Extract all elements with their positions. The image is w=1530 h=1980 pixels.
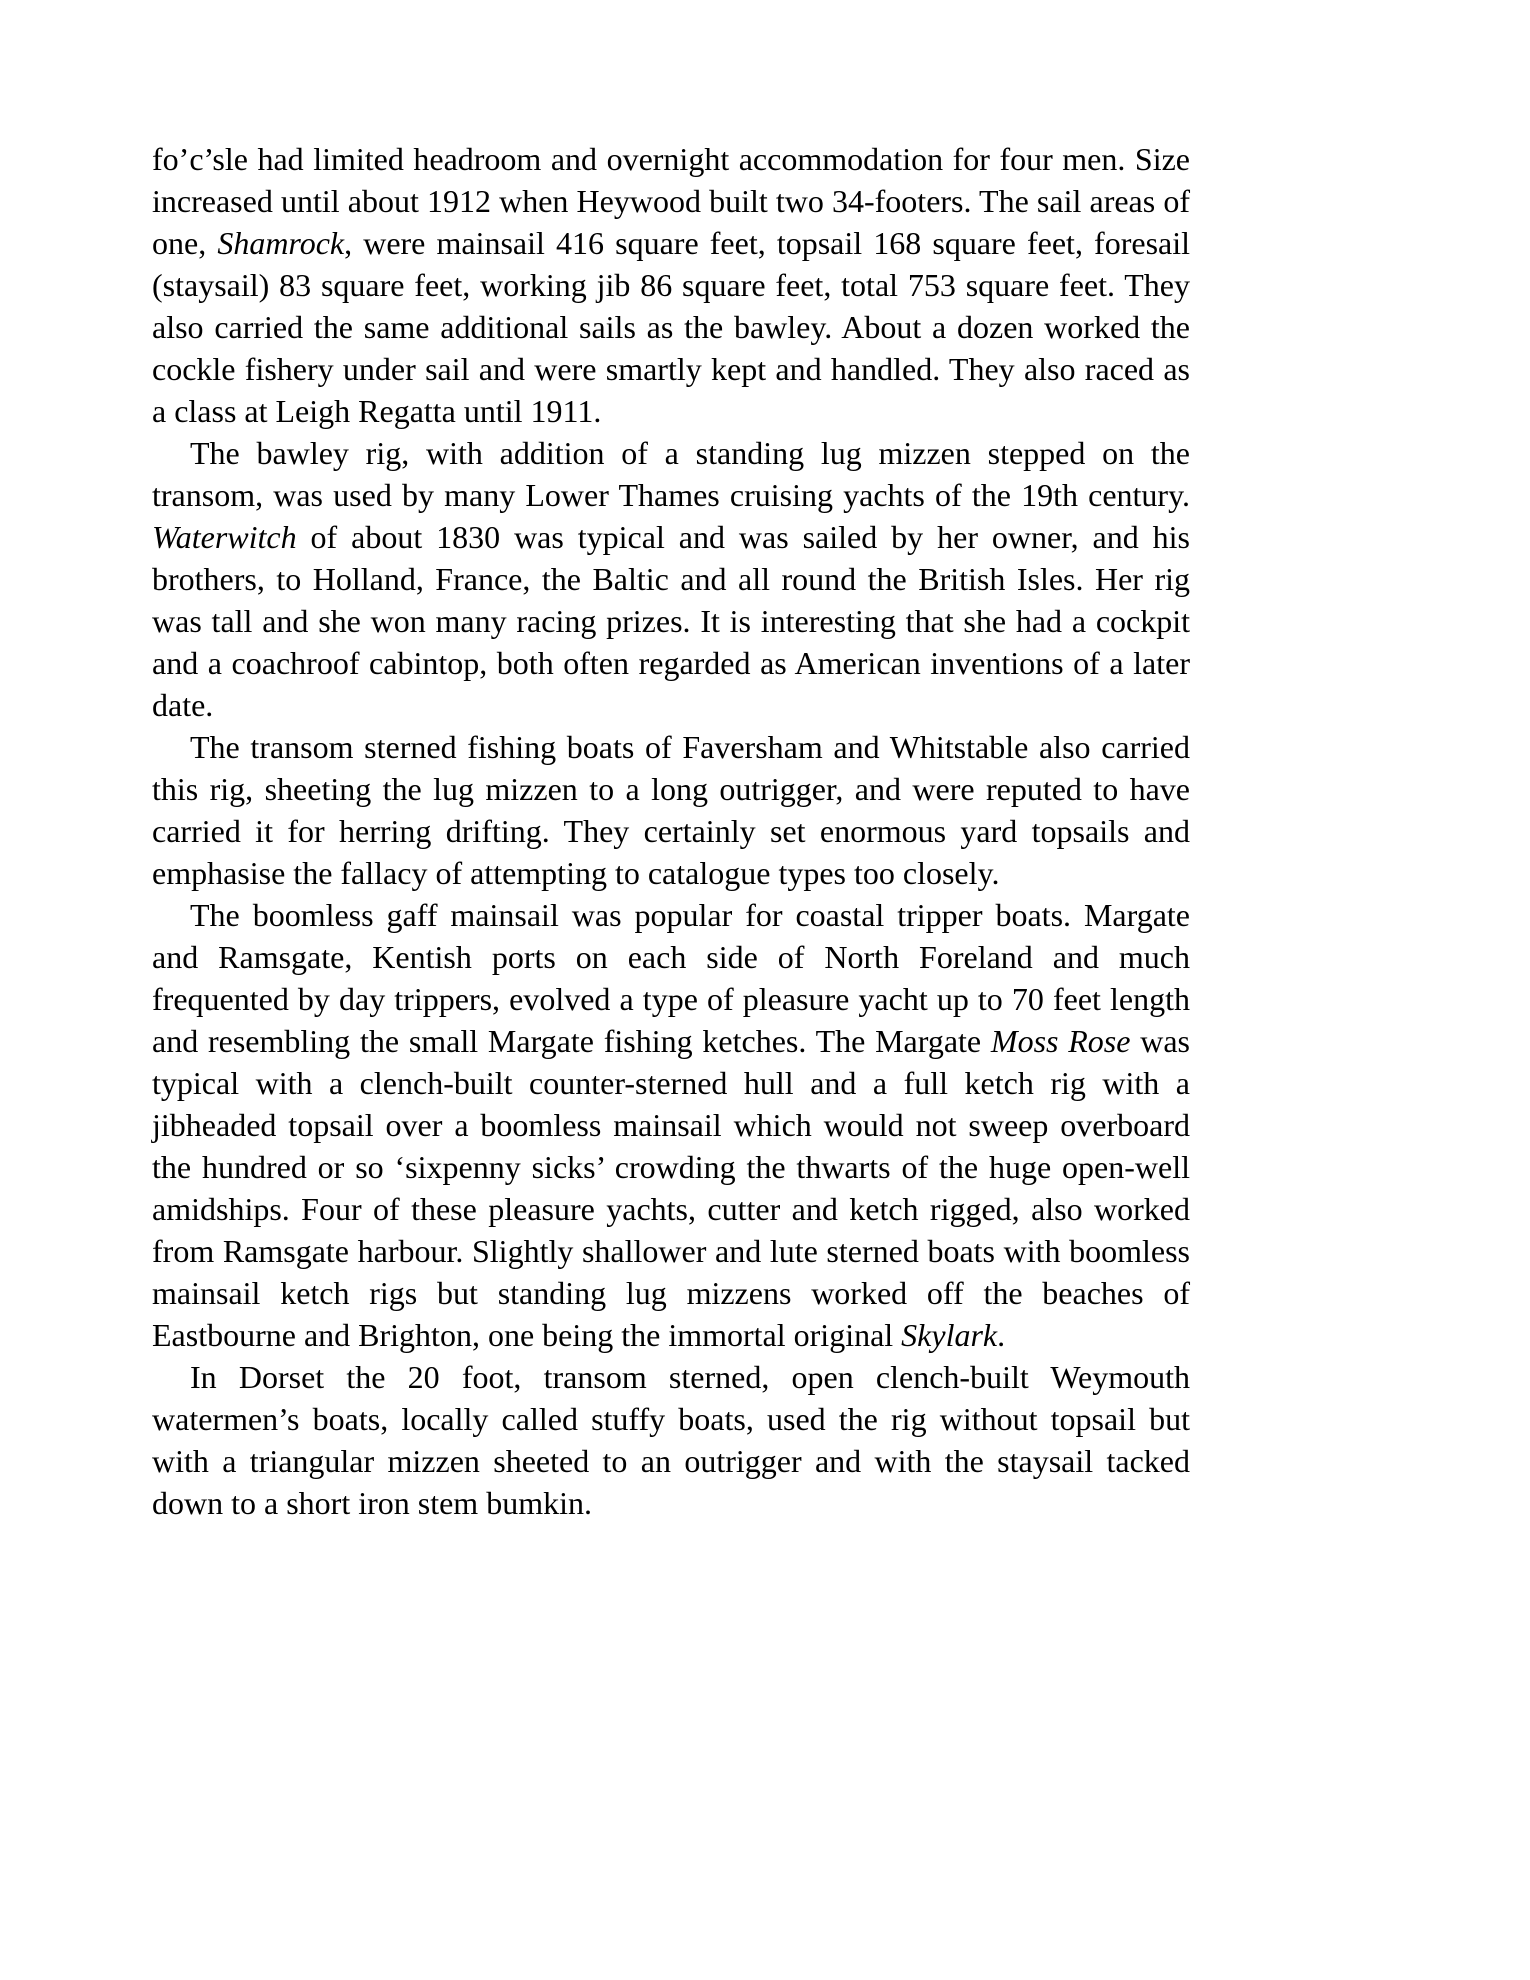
page-text-block — [152, 138, 1190, 1524]
text-run: In Dorset the 20 foot, transom sterned, open clench-built Weymouth watermen’s boats, locally called stuffy boats, used the rig without topsail but with a triangular mizzen sheeted to an outrigger and with the staysail tacked down to a short iron stem bumkin. — [152, 1359, 1190, 1521]
italic-run-skylark: Skylark — [901, 1317, 998, 1353]
text-run: The transom sterned fishing boats of Faversham and Whitstable also carried this rig, sheeting the lug mizzen to a long outrigger, and were reputed to have carried it for herring drifting. They certainly set enormous yard topsails and emphasise the fallacy of attempting to catalogue types too closely. — [152, 729, 1190, 891]
text-run: fo’c’sle had limited headroom and overnight accommodation for four men. Size increased until about 1912 when Heywood built two 34-footers. The sail areas of one, — [152, 141, 1190, 261]
paragraph-bawley-cockle-boats — [152, 138, 1190, 432]
italic-run-shamrock: Shamrock — [217, 225, 345, 261]
text-run: was typical with a clench-built counter-sterned hull and a full ketch rig with a jibheaded topsail over a boomless mainsail which would not sweep overboard the hundred or so ‘sixpenny sicks’ crowding the thwarts of the huge open-well amidships. Four of these pleasure yachts, cutter and ketch rigged, also worked from Ramsgate harbour. Slightly shallower and lute sterned boats with boomless mainsail ketch rigs but standing lug mizzens worked off the beaches of Eastbourne and Brighton, one being the immortal original — [152, 1023, 1191, 1353]
italic-run-waterwitch: Waterwitch — [152, 519, 297, 555]
text-run: , were mainsail 416 square feet, topsail 168 square feet, foresail (staysail) 83 square feet, working jib 86 square feet, total 753 square feet. They also carried the same additional sails as the bawley. About a dozen worked the cockle fishery under sail and were smartly kept and handled. They also raced as a class at Leigh Regatta until 1911. — [152, 225, 1190, 429]
paragraph-dorset-stuffy-boats — [152, 1356, 1190, 1524]
text-run: The boomless gaff mainsail was popular for coastal tripper boats. Margate and Ramsgate, Kentish ports on each side of North Foreland and much frequented by day trippers, evolved a type of pleasure yacht up to 70 feet length and resembling the small Margate fishing ketches. The Margate — [152, 897, 1190, 1059]
paragraph-transom-sterned-boats — [152, 726, 1190, 894]
italic-run-moss-rose: Moss Rose — [990, 1023, 1131, 1059]
paragraph-boomless-gaff-mainsail — [152, 894, 1190, 1356]
text-run: of about 1830 was typical and was sailed by her owner, and his brothers, to Holland, France, the Baltic and all round the British Isles. Her rig was tall and she won many racing prizes. It is interesting that she had a cockpit and a coachroof cabintop, both often regarded as American inventions of a later date. — [152, 519, 1190, 723]
text-run: . — [997, 1317, 1006, 1353]
text-run: The bawley rig, with addition of a standing lug mizzen stepped on the transom, was used by many Lower Thames cruising yachts of the 19th century. — [152, 435, 1190, 513]
paragraph-bawley-rig — [152, 432, 1190, 726]
